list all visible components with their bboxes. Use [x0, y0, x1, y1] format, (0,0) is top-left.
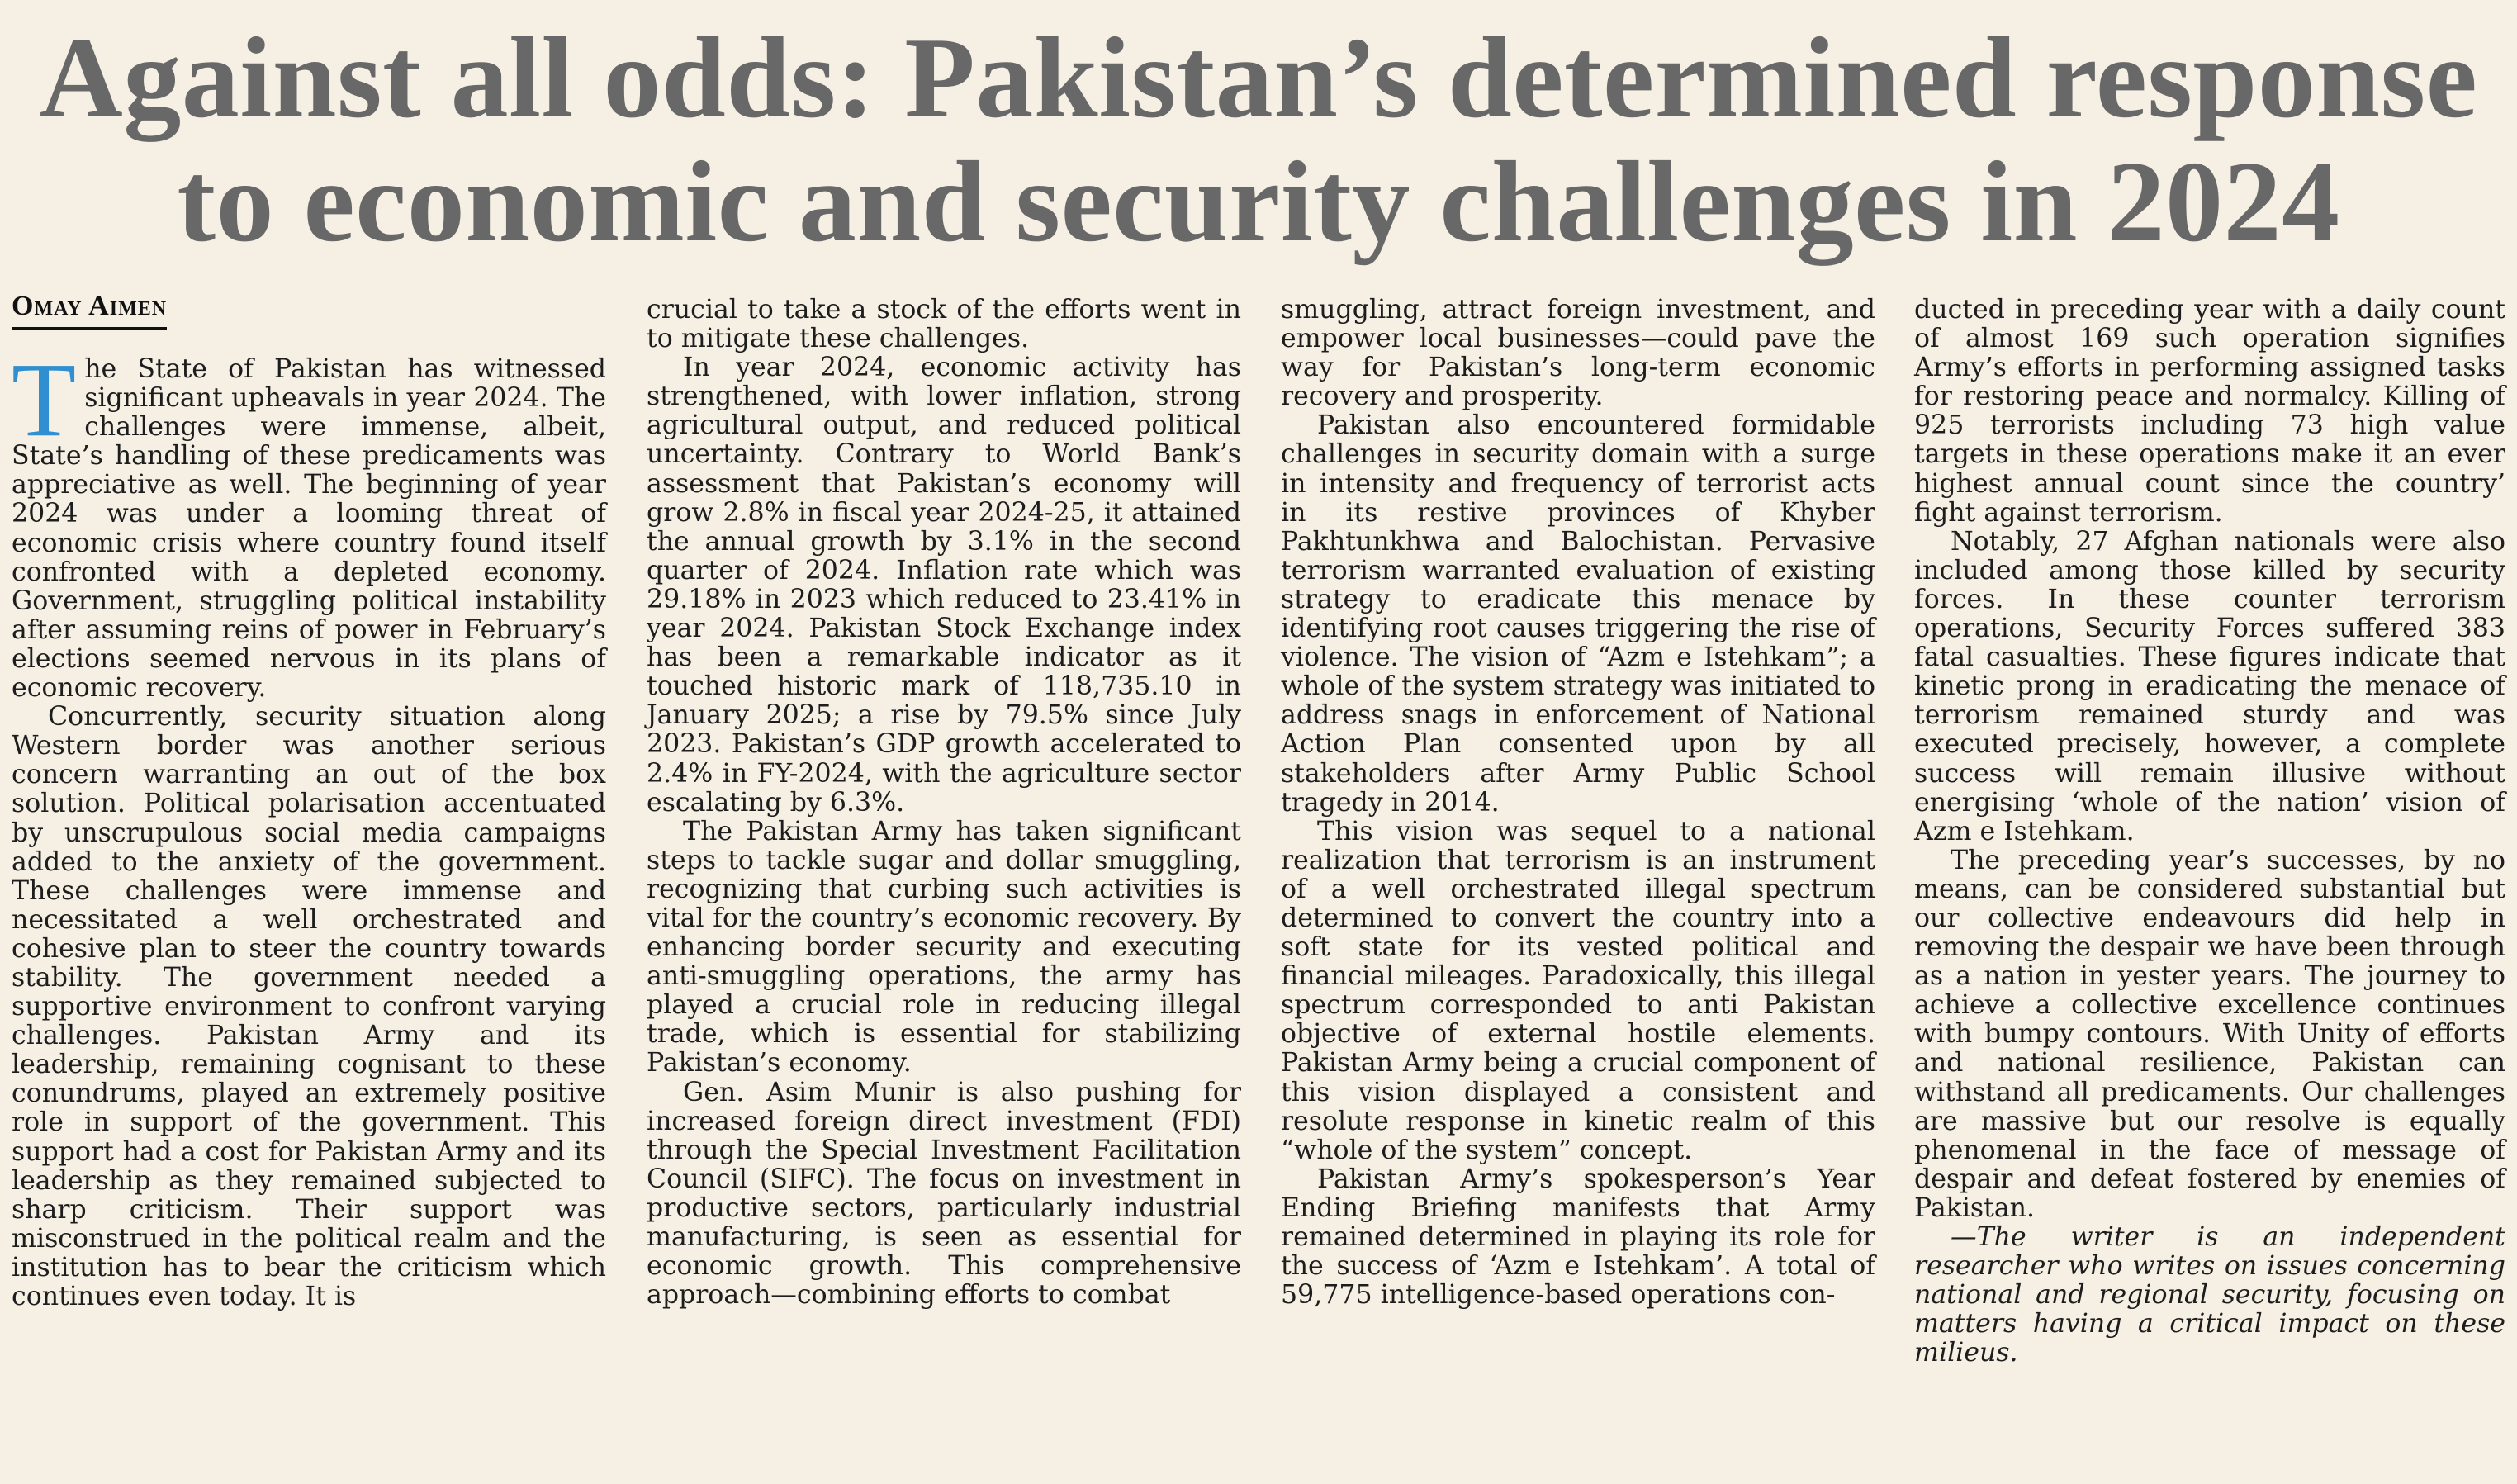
article-column-4	[1914, 296, 2505, 1368]
paragraph: Pakistan also encountered formidable challenges in security domain with a surge in intensity and frequency of terrorist acts in its restive provinces of Khyber Pakhtunkhwa and Balochistan. Pervasive terrorism warranted evaluation of existing strategy to eradicate this menace by identifying root causes triggering the rise of violence. The vision of “Azm e Istehkam”; a whole of the system strategy was initiated to address snags in enforcement of National Action Plan consented upon by all stakeholders after Army Public School tragedy in 2014.	[1281, 410, 1875, 818]
paragraph: Concurrently, security situation along Western border was another serious concern warranting an out of the box solution. Political polarisation accentuated by unscrupulous social media campaigns added to the anxiety of the government. These challenges were immense and necessitated a well orchestrated and cohesive plan to steer the country towards stability. The government needed a supportive environment to confront varying challenges. Pakistan Army and its leadership, remaining cognisant to these conundrums, played an extremely positive role in support of the government. This support had a cost for Pakistan Army and its leadership as they remained subjected to sharp criticism. Their support was misconstrued in the political realm and the institution has to bear the criticism which continues even today. It is	[12, 702, 606, 1311]
author-note: —The writer is an independent researcher who writes on issues concerning national and regional security, focusing on matters having a critical impact on these milieus.	[1914, 1222, 2505, 1368]
paragraph: In year 2024, economic activity has strengthened, with lower inflation, strong agricultural output, and reduced political uncertainty. Contrary to World Bank’s assessment that Pakistan’s economy will grow 2.8% in fiscal year 2024-25, it attained the annual growth by 3.1% in the second quarter of 2024. Inflation rate which was 29.18% in 2023 which reduced to 23.41% in year 2024. Pakistan Stock Exchange index has been a remarkable indicator as it touched historic mark of 118,735.10 in January 2025; a rise by 79.5% since July 2023. Pakistan’s GDP growth accelerated to 2.4% in FY-2024, with the agriculture sector escalating by 6.3%.	[647, 353, 1241, 818]
paragraph: smuggling, attract foreign investment, and empower local businesses—could pave the way for Pakistan’s long-term economic recovery and prosperity.	[1281, 295, 1875, 412]
paragraph: This vision was sequel to a national realization that terrorism is an instrument of a well orchestrated illegal spectrum determined to convert the country into a soft state for its vested political and financial mileages. Paradoxically, this illegal spectrum corresponded to anti Pakistan objective of external hostile elements. Pakistan Army being a crucial component of this vision displayed a consistent and resolute response in kinetic realm of this “whole of the system” concept.	[1281, 816, 1875, 1165]
paragraph: ducted in preceding year with a daily count of almost 169 such operation signifies Army’s efforts in performing assigned tasks for restoring peace and normalcy. Killing of 925 terrorists including 73 high value targets in these operations make it an ever highest annual count since the country’ fight against terrorism.	[1914, 295, 2505, 528]
drop-cap: T	[12, 341, 77, 458]
paragraph: The Pakistan Army has taken significant steps to tackle sugar and dollar smuggling, recognizing that curbing such activities is vital for the country’s economic recovery. By enhancing border security and executing anti-smuggling operations, the army has played a crucial role in reducing illegal trade, which is essential for stabilizing Pakistan’s economy.	[647, 816, 1241, 1079]
headline-line-2: to economic and security challenges in 2024	[177, 138, 2340, 266]
article-column-1	[12, 341, 606, 1453]
paragraph	[12, 341, 606, 704]
paragraph: crucial to take a stock of the efforts went in to mitigate these challenges.	[647, 295, 1241, 354]
paragraph-text: he State of Pakistan has witnessed significant upheavals in year 2024. The challenges were immense, albeit, State’s handling of these predicaments was appreciative as well. The beginning of year 2024 was under a looming threat of economic crisis where country found itself confronted with a depleted economy. Government, struggling political instability after assuming reins of power in February’s elections seemed nervous in its plans of economic recovery.	[12, 354, 606, 704]
article-column-2	[647, 296, 1241, 1310]
headline	[0, 14, 2517, 266]
paragraph: The preceding year’s successes, by no means, can be considered substantial but our collective endeavours did help in removing the despair we have been through as a nation in yester years. The journey to achieve a collective excellence continues with bumpy contours. With Unity of efforts and national resilience, Pakistan can withstand all predicaments. Our challenges are massive but our resolve is equally phenomenal in the face of message of despair and defeat fostered by enemies of Pakistan.	[1914, 845, 2505, 1223]
byline: Omay Aimen	[12, 291, 167, 330]
paragraph: Pakistan Army’s spokesperson’s Year Ending Briefing manifests that Army remained determined in playing its role for the success of ‘Azm e Istehkam’. A total of 59,775 intelligence-based operations con-	[1281, 1164, 1875, 1311]
headline-line-1: Against all odds: Pakistan’s determined response	[39, 14, 2478, 142]
paragraph: Notably, 27 Afghan nationals were also included among those killed by security forces. In these counter terrorism operations, Security Forces suffered 383 fatal casualties. These figures indicate that kinetic prong in eradicating the menace of terrorism remained sturdy and was executed precisely, however, a complete success will remain illusive without energising ‘whole of the nation’ vision of Azm e Istehkam.	[1914, 526, 2505, 846]
paragraph: Gen. Asim Munir is also pushing for increased foreign direct investment (FDI) through the Special Investment Facilitation Council (SIFC). The focus on investment in productive sectors, particularly industrial manufacturing, is seen as essential for economic growth. This comprehensive approach—combining efforts to combat	[647, 1077, 1241, 1311]
article-column-3	[1281, 296, 1875, 1310]
